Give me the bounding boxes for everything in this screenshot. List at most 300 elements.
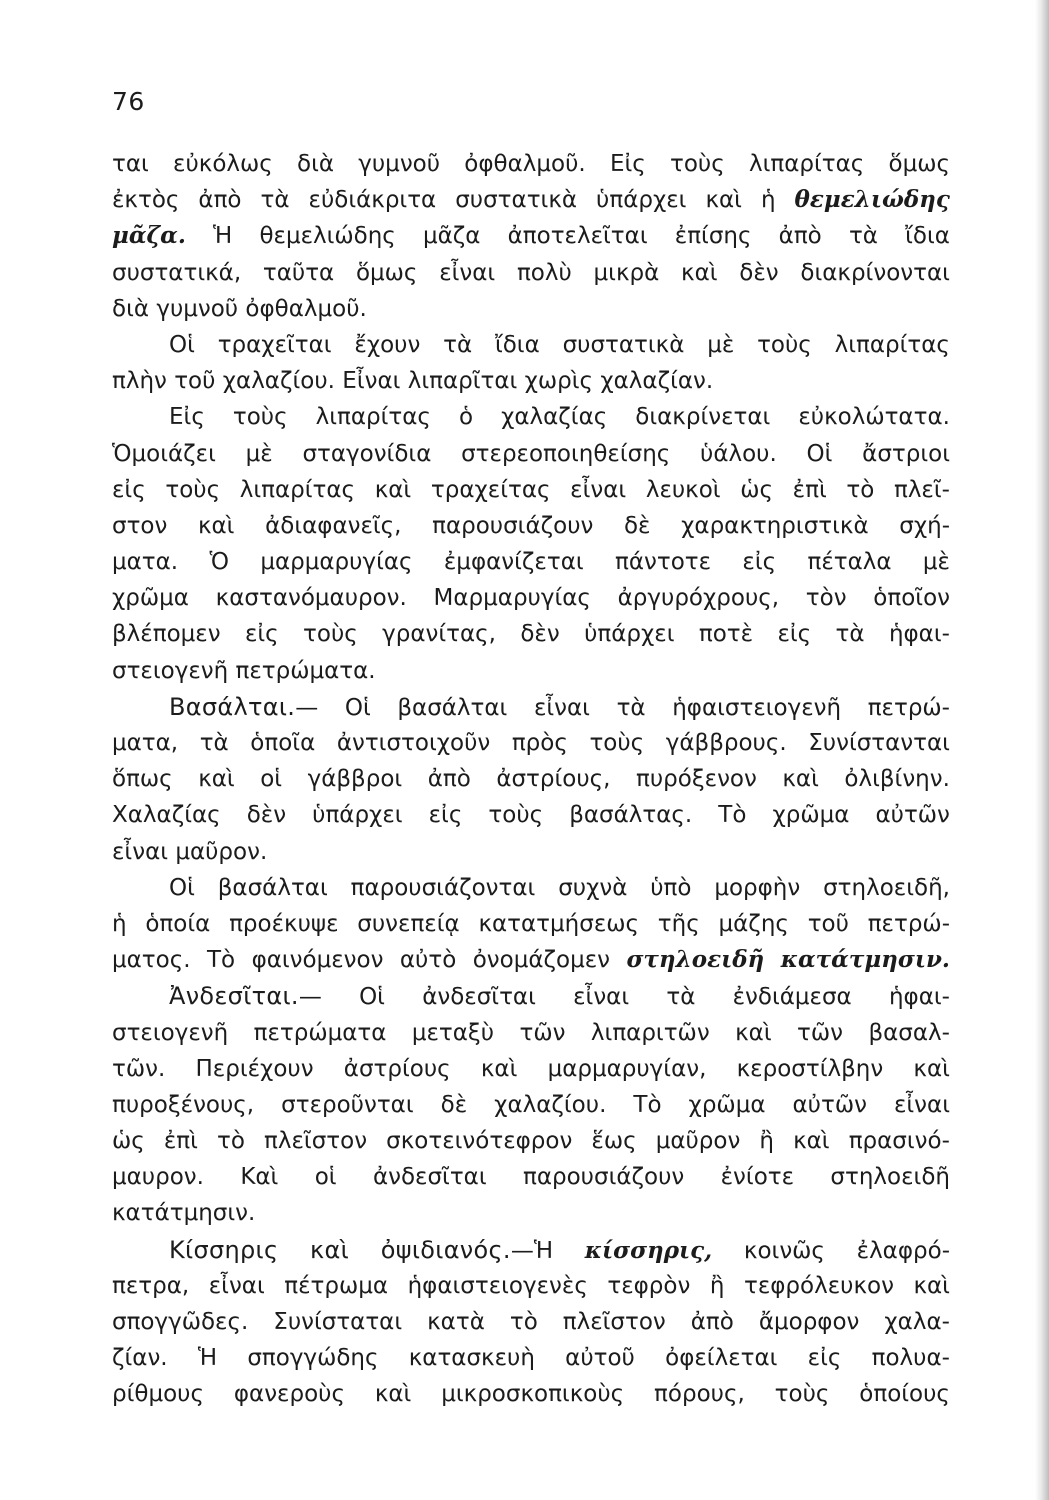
word [656,1123,741,1159]
word [633,1087,661,1123]
word-part: ἡ [760,187,776,214]
word [422,979,536,1014]
word [523,1159,684,1195]
word [565,1340,635,1376]
word-part: καὶ [374,1381,412,1408]
word [797,1015,843,1051]
word-part: εἰς [428,802,463,829]
word [408,363,518,399]
word-part: ὁποῖον [873,585,950,612]
word-part: ρίθμους [112,1381,204,1408]
word-part: πολυα- [871,1345,950,1372]
word-part: ματος. [112,947,191,974]
word [798,399,950,435]
word-part: καὶ [793,1128,830,1155]
text-line [112,1304,950,1340]
word [600,363,713,399]
word-part: τραχείτας [430,476,551,503]
word [913,1051,950,1087]
word-part: γυμνοῦ [358,151,441,177]
word-part: θεμελιώδης [259,223,396,250]
word [309,182,437,218]
word [872,1340,950,1376]
word [112,1159,204,1195]
word [846,472,874,508]
section-heading: Βασάλται. [169,692,296,721]
word-part: ἴδια [494,331,540,358]
word-part: μαρμαρυγίας [260,549,413,576]
word [670,146,725,182]
word [721,1159,794,1195]
word [675,218,752,254]
word [665,1340,777,1376]
word [737,1051,884,1087]
word [112,544,178,580]
word [672,690,841,725]
word [246,436,273,472]
word-part: στειογενῆ [112,1019,229,1046]
word [793,1087,867,1123]
word-part: βασαλ- [868,1019,950,1046]
word-part: εἶναι [533,694,590,721]
word-part: συστατικὰ [562,331,685,358]
word [488,797,543,833]
text-line [112,327,950,363]
word [240,472,355,508]
word [666,979,695,1014]
word [868,1015,950,1051]
word [894,472,950,508]
word [308,761,403,797]
word [573,979,629,1014]
word-part: πέταλα [807,549,892,576]
word [112,508,167,544]
word-part: πέτρωμα [284,1272,389,1299]
word [169,978,322,1014]
word [707,327,734,363]
word [386,1123,572,1159]
word-part: ὁ [458,404,474,431]
word-part: γρανίτας, [382,621,496,648]
word-part: Καὶ [240,1164,279,1191]
word-part: εὐκολώτατα. [798,404,950,431]
word-part: αὐτῶν [875,802,950,829]
word-part: μᾶζα [422,223,481,250]
word [591,1123,636,1159]
word-part: φανεροὺς [233,1381,345,1408]
word-part: τῶν [519,1019,566,1046]
word-part: ματα, [112,730,179,756]
word-part: τοῦ [807,910,849,937]
word-part: Ἡ [197,1345,218,1372]
word-part: ἡφαιστειογενὲς [407,1272,588,1299]
word-part: —Ἡ [510,1237,554,1264]
word-part: Συνίστανται [808,730,950,756]
page-number: 76 [112,87,145,116]
word [165,472,220,508]
word-part: τοὺς [232,404,288,431]
word-part: ἀστρίους, [496,766,611,793]
word [782,761,819,797]
word [297,146,334,182]
word [169,870,195,906]
word-part: συχνὰ [558,874,628,901]
word-part: ἕως [591,1128,637,1155]
word-part: κατὰ [427,1309,485,1335]
word [473,942,610,978]
word-part: τοὺς [303,621,358,648]
word [284,1268,388,1304]
word [849,218,878,254]
word [112,1087,254,1123]
word-part: μικροσκοπικοὺς [441,1381,625,1408]
word-part: Οἱ [169,331,195,358]
emphasized-term: θεμελιώδης [794,186,950,214]
word [923,544,950,580]
word-part: στειογενῆ [112,657,229,684]
word [501,399,607,435]
word [610,146,646,182]
word-part: αὐτοῦ [565,1345,635,1372]
word-part: οἱ [314,1164,337,1191]
word-part: εἶναι [893,1091,950,1118]
word-part: χωρὶς [524,368,594,395]
text-line [112,1051,950,1087]
word [733,979,852,1014]
word-part: δὲ [623,512,651,539]
word [357,906,459,942]
word [607,1268,690,1304]
word-part: εἶναι [208,1272,265,1299]
word [749,146,864,182]
word-part: βασάλται [397,694,508,721]
word [700,436,777,472]
word-part: μορφὴν [714,874,801,901]
word-part: μάζης [718,910,789,937]
word [718,797,746,833]
word [245,616,279,652]
word-part: ζίαν. [112,1345,168,1372]
word-part: πετρώ- [867,694,950,721]
word [563,327,685,363]
word-part: ὁποίους [859,1381,950,1408]
word-part: τοὺς [670,151,725,177]
word [835,327,950,363]
word-part: ἴδια [905,223,950,250]
word [112,1195,255,1231]
word-part: Μαρμαρυγίας [433,585,591,612]
word-part: προέκυψε [229,910,339,937]
word-part: κοινῶς [743,1237,825,1264]
word-part: εἶναι [573,984,630,1011]
word-part: φαινόμενον [251,947,384,974]
word [464,146,585,182]
section-heading: Ἀνδεσῖται. [169,982,299,1011]
word-part: δὲν [739,259,779,286]
word [169,689,318,725]
word [156,291,238,327]
word-part: βασάλται [217,874,328,901]
word [175,834,267,870]
word [808,906,849,942]
word-part: μεταξὺ [411,1019,495,1046]
word [196,1051,314,1087]
word [836,616,865,652]
word [316,399,431,435]
text-line [112,978,950,1014]
word [112,1051,165,1087]
word-part: ὅμως [355,259,418,286]
word [260,544,412,580]
word [373,1159,487,1195]
word-part: δὲν [246,802,287,829]
word [496,761,610,797]
word [510,1304,538,1340]
word-part: τῶν. [112,1055,166,1082]
word-part: Τὸ [206,947,236,974]
word [112,942,191,978]
word-part: εἶναι [112,838,169,865]
word [459,399,473,435]
word-part: κατατμήσεως [478,910,640,937]
word-part: πρασινό- [848,1128,950,1155]
word-part: καὶ [782,766,819,793]
word [112,653,228,689]
word-part: τοὺς [165,476,221,503]
word [494,1087,606,1123]
word-part: μὲ [922,549,950,576]
word [434,580,591,616]
word-part: μαῦρον. [175,838,268,865]
word-part: ἄστριοι [862,440,950,467]
word [337,725,490,761]
word-part: ἡ [112,910,127,937]
word-part: τῆς [657,910,700,937]
word-part: ἀποτελεῖται [507,223,648,250]
word-part: μικρὰ [593,259,660,286]
text-line [112,1123,950,1159]
word [247,1340,378,1376]
word [873,580,950,616]
word [259,218,395,254]
word [441,1376,624,1412]
word [823,870,950,906]
word [777,616,811,652]
word [312,797,402,833]
word [757,327,812,363]
word-part: καστανόμαυρον. [215,585,407,612]
word [145,906,210,942]
word-part: χρῶμα [112,585,189,612]
word-part: τὸ [509,1309,538,1335]
word-part: κεροστίλβην [736,1055,884,1082]
word [112,1376,204,1412]
word [240,1159,278,1195]
word-part: τὰ [666,984,696,1011]
word [830,1159,950,1195]
word [508,218,648,254]
word [260,761,282,797]
word-part: ἀργυρόχρους, [617,585,780,612]
text-line [112,761,950,797]
word [261,182,290,218]
word [234,1376,345,1412]
word [112,797,221,833]
word-part: σκοτεινότεφρον [386,1128,573,1155]
word-part: ἀπὸ [198,187,242,214]
word [793,1123,830,1159]
word-part: τραχεῖται [217,331,332,358]
word [423,218,480,254]
word [198,182,241,218]
word-part: διακρίνεται [635,404,771,431]
word [381,1232,553,1268]
word [849,1123,950,1159]
word [207,942,235,978]
word [233,399,288,435]
text-line [112,1376,950,1412]
word [875,797,949,833]
word-part: πλεῖστον [562,1309,666,1335]
word [217,1123,245,1159]
word-part: ἀπὸ [778,223,822,250]
word-part: σπογγῶδες. [112,1309,249,1335]
word-part: ἢ [709,1272,725,1299]
word-part: πετρώματα [253,1019,387,1046]
word [913,1268,950,1304]
word-part: μαρμαρυγίαν, [547,1055,707,1082]
word-part: τοὺς [774,1381,830,1408]
word [169,399,205,435]
word-part: χαλαζίου. [494,1091,607,1118]
word-part: καὶ [705,187,742,214]
word [889,979,950,1014]
word [808,1340,842,1376]
word-part: ὑάλου. [700,440,777,467]
word-part: Εἰς [609,151,646,177]
word-part: τοὺς [757,331,812,358]
word-part: Περιέχουν [195,1055,314,1082]
word [252,942,384,978]
word-part: Οἱ [359,984,385,1011]
word [302,436,431,472]
word [250,725,315,761]
word [344,1051,451,1087]
word-part: εἰς [244,621,279,648]
word-part: τῶν [797,1019,844,1046]
word [223,363,335,399]
word-part: καὶ [374,476,412,503]
word-part: κατάτμησιν. [112,1200,256,1227]
text-line [112,1015,950,1051]
word [455,182,577,218]
word-part: ἐμφανίζεται [443,549,584,576]
word [112,472,146,508]
word-part: πάντοτε [615,549,712,576]
word [412,1015,494,1051]
word-part: πρὸς [511,730,568,756]
section-heading: καὶ [310,1235,350,1264]
word-part: ὁποῖα [250,730,316,756]
text-line [112,508,950,544]
text-line [112,653,950,689]
word [795,182,950,218]
word [112,1304,248,1340]
word [563,1304,666,1340]
text-line [112,942,950,978]
word-part: ὀλιβίνην. [844,766,950,793]
word-part: δὲ [440,1091,468,1118]
word-part: εἶναι [439,259,496,286]
word [558,870,627,906]
word-part: κατασκευὴ [408,1345,535,1372]
word-part: στεροῦνται [281,1091,414,1118]
word-part: πετρώματα. [235,657,376,684]
word [112,834,168,870]
emphasized-term: στηλοειδῆ [626,946,765,974]
word [198,1340,217,1376]
word [589,725,644,761]
word [429,797,463,833]
word-part: μὲ [707,331,735,358]
word [781,942,950,978]
word-part: εἶναι [570,476,627,503]
word [408,1268,588,1304]
word [400,942,456,978]
word-part: Εἶναι [342,368,401,395]
word [650,870,691,906]
word [759,1304,860,1340]
word-part: παρουσιάζουν [523,1164,685,1191]
word [691,1304,734,1340]
text-line [112,616,950,652]
word-part: — [298,984,322,1011]
word [112,1123,145,1159]
word [689,1087,766,1123]
word-part: ἔχουν [354,331,421,358]
word-part: ὡς [112,1128,145,1155]
word-part: ὀφείλεται [665,1345,778,1372]
word [281,1087,413,1123]
word-part: εἰς [807,1345,842,1372]
word [744,1233,825,1268]
text-line [112,1087,950,1123]
word-part: ἀπὸ [690,1309,734,1335]
word-part: καὶ [197,512,235,539]
word-part: λιπαρίτας [315,404,431,431]
word [658,906,700,942]
word [397,690,507,725]
word-part: ἐπὶ [163,1128,198,1155]
word [218,327,332,363]
word-part: ἄμορφον [758,1309,860,1335]
word-part: ὀφθαλμοῦ. [245,295,367,322]
word-part: λιπαρῖται [407,368,518,395]
word-part: ται [112,151,149,177]
word [744,1268,894,1304]
word-part: διὰ [297,151,335,177]
word-part: αὐτῶν [792,1091,867,1118]
word-part: ποτὲ [698,621,754,648]
word [759,1123,774,1159]
text-line [112,689,950,725]
word [705,182,742,218]
word-part: πετρώ- [867,910,950,937]
word-part: Ὁμοιάζει [112,440,216,467]
word-part: ὀνομάζομεν [472,947,611,974]
word-part: ὁποία [145,910,211,937]
word-part: ἡφαιστειογενῆ [672,694,842,721]
